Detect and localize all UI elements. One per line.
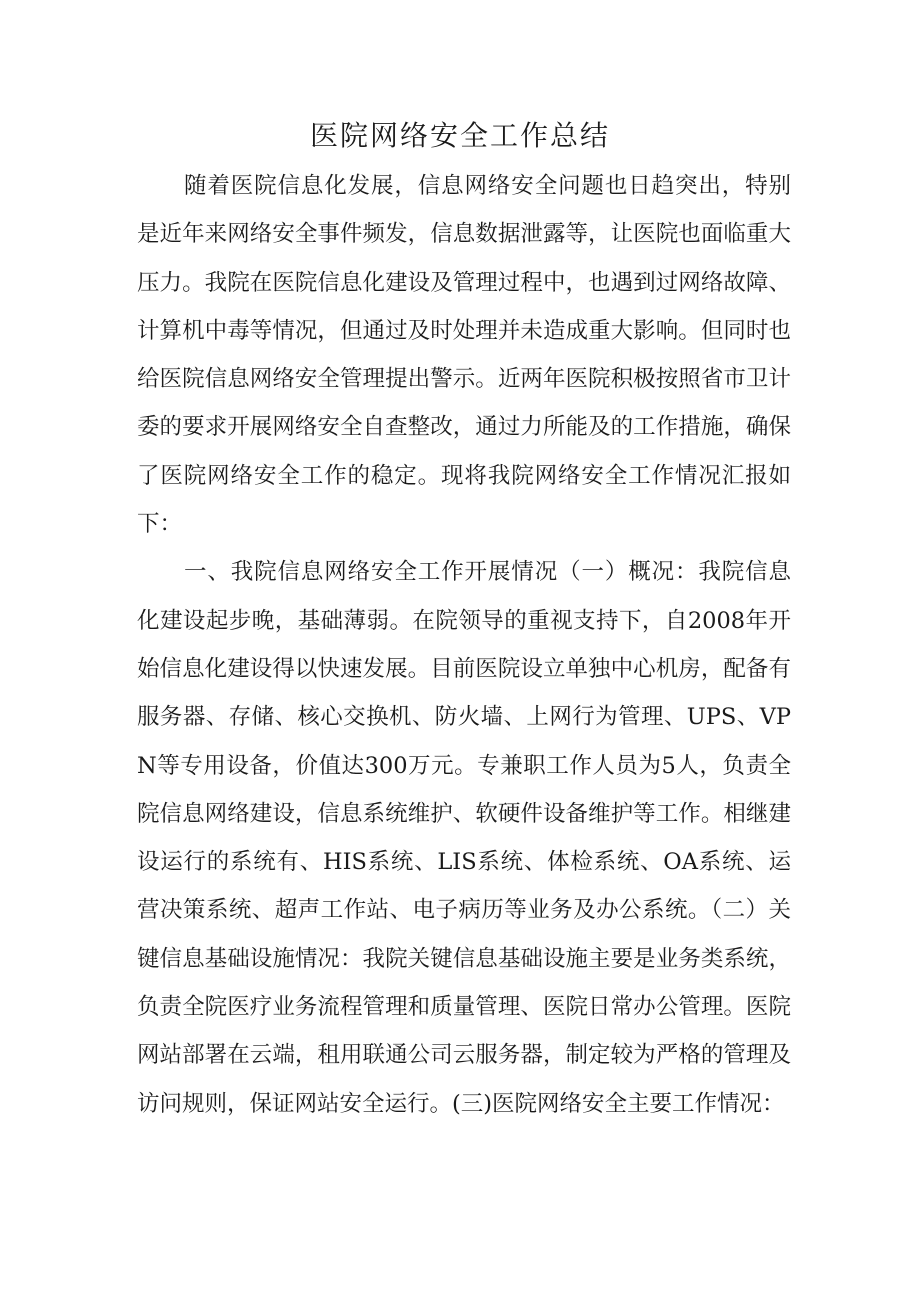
document-title: 医院网络安全工作总结 (309, 119, 610, 152)
paragraph-section-one: 一、我院信息网络安全工作开展情况（一）概况：我院信息化建设起步晚，基础薄弱。在院领导的重视支持下，自2008年开始信息化建设得以快速发展。目前医院设立单独中心机房，配备有服务器、存储、核心交换机、防火墙、上网行为管理、UPS、VPN等专用设备，价值达300万元。专兼职工作人员为5人，负责全院信息网络建设，信息系统维护、软硬件设备维护等工作。相继建设运行的系统有、HIS系统、LIS系统、体检系统、OA系统、运营决策系统、超声工作站、电子病历等业务及办公系统。（二）关键信息基础设施情况：我院关键信息基础设施主要是业务类系统，负责全院医疗业务流程管理和质量管理、医院日常办公管理。医院网站部署在云端，租用联通公司云服务器，制定较为严格的管理及访问规则，保证网站安全运行。(三)医院网络安全主要工作情况： (137, 559, 791, 1117)
document-body (137, 162, 791, 1128)
paragraph-intro: 随着医院信息化发展，信息网络安全问题也日趋突出，特别是近年来网络安全事件频发，信息数据泄露等，让医院也面临重大压力。我院在医院信息化建设及管理过程中，也遇到过网络故障、计算机中毒等情况，但通过及时处理并未造成重大影响。但同时也给医院信息网络安全管理提出警示。近两年医院积极按照省市卫计委的要求开展网络安全自查整改，通过力所能及的工作措施，确保了医院网络安全工作的稳定。现将我院网络安全工作情况汇报如下： (137, 173, 791, 538)
